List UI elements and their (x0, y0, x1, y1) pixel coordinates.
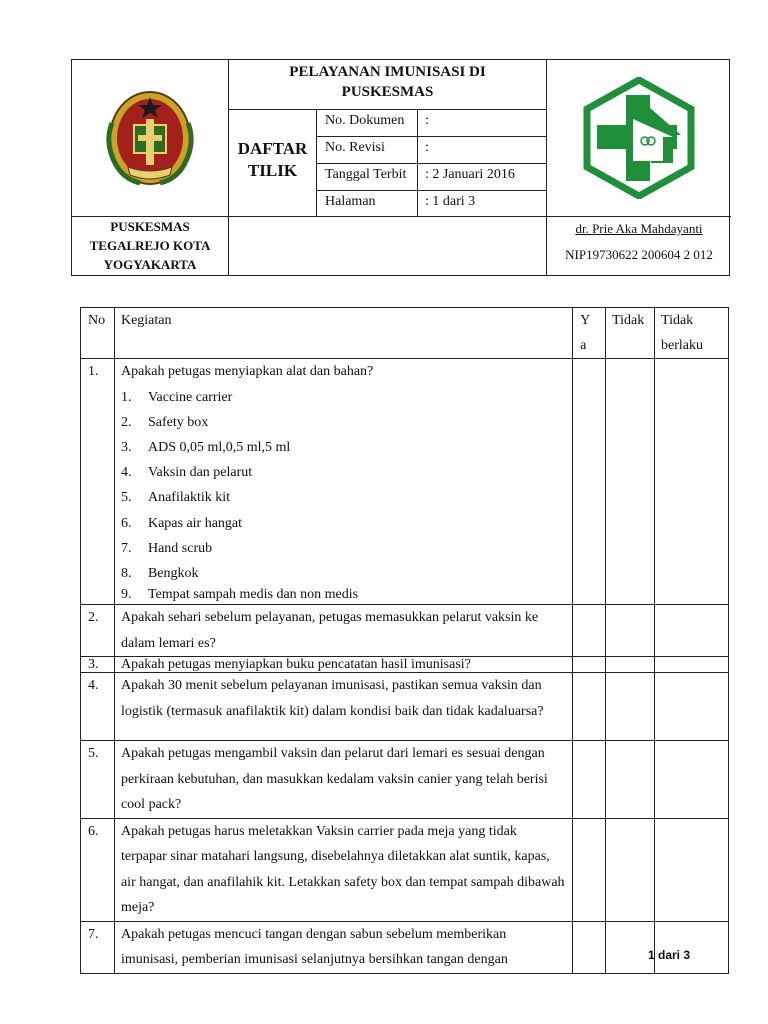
table-row (81, 741, 729, 819)
table-header-row (81, 308, 729, 359)
row-no: 6. (81, 818, 115, 921)
check-tidak-berlaku[interactable] (655, 818, 729, 921)
check-ya[interactable] (573, 818, 606, 921)
title-line-2: PUSKESMAS (341, 84, 434, 100)
signer-name: dr. Prie Aka Mahdayanti (575, 221, 703, 236)
puskesmas-logo-icon (579, 77, 699, 199)
header-tb-1: Tidak (661, 313, 694, 328)
check-tidak[interactable] (606, 657, 655, 673)
meta-value: : (425, 113, 429, 128)
table-row (81, 818, 729, 921)
check-ya[interactable] (573, 741, 606, 819)
item-list (121, 385, 566, 605)
check-tidak-berlaku[interactable] (655, 673, 729, 741)
check-ya[interactable] (573, 921, 606, 973)
signer-nip: NIP19730622 200604 2 012 (565, 247, 713, 262)
meta-value: : 2 Januari 2016 (425, 167, 515, 182)
header-kegiatan: Kegiatan (114, 308, 572, 359)
meta-row-no-revisi (317, 137, 547, 164)
meta-row-halaman (317, 191, 547, 217)
check-tidak-berlaku[interactable] (655, 605, 729, 657)
row-kegiatan: Apakah 30 menit sebelum pelayanan imunisasi, pastikan semua vaksin dan logistik (termasuk anafilaktik kit) dalam kondisi baik dan tidak kadaluarsa? (114, 673, 572, 741)
signature-block (547, 217, 731, 276)
meta-row-tanggal-terbit (317, 164, 547, 191)
meta-label: No. Dokumen (317, 110, 418, 136)
table-row (81, 657, 729, 673)
header-tidak: Tidak (606, 308, 655, 359)
row-no: 2. (81, 605, 115, 657)
page-number: 1 dari 3 (648, 948, 691, 962)
checklist-table (80, 307, 729, 974)
header-ya-2: a (580, 338, 587, 353)
meta-label: Halaman (317, 191, 418, 217)
table-row (81, 921, 729, 973)
header-tidak-berlaku (655, 308, 729, 359)
row-no: 5. (81, 741, 115, 819)
row-no: 1. (81, 359, 115, 605)
document-type (229, 110, 317, 217)
check-tidak[interactable] (606, 673, 655, 741)
row-kegiatan: Apakah petugas harus meletakkan Vaksin carrier pada meja yang tidak terpapar sinar matahari langsung, disebelahnya diletakkan alat suntik, kapas, air hangat, dan anafilahik kit. Letakkan safety box dan tempat sampah dibawah meja? (114, 818, 572, 921)
row-kegiatan: Apakah petugas mencuci tangan dengan sabun sebelum memberikan imunisasi, pemberian imunisasi selanjutnya bersihkan tangan dengan (114, 921, 572, 973)
list-item: 9. Tempat sampah medis dan non medis (120, 587, 359, 603)
row-no: 4. (81, 673, 115, 741)
doc-type-line-2: TILIK (247, 161, 298, 180)
check-tidak[interactable] (606, 818, 655, 921)
puskesmas-logo (547, 60, 731, 217)
check-ya[interactable] (573, 673, 606, 741)
table-row (81, 673, 729, 741)
meta-label: Tanggal Terbit (317, 164, 418, 190)
check-tidak-berlaku[interactable] (655, 741, 729, 819)
header-tb-2: berlaku (661, 338, 703, 353)
row-question: Apakah petugas menyiapkan alat dan bahan? (120, 364, 374, 379)
list-item: 5. Anafilaktik kit (120, 490, 231, 506)
city-emblem (72, 60, 229, 217)
list-item: 2. Safety box (120, 414, 209, 430)
list-item: 7. Hand scrub (120, 540, 213, 556)
header-ya (573, 308, 606, 359)
org-line-1: PUSKESMAS (110, 219, 190, 234)
list-item: 1. Vaccine carrier (120, 389, 233, 405)
doc-type-line-1: DAFTAR (237, 139, 308, 158)
row-kegiatan (114, 359, 572, 605)
organization-name (72, 217, 229, 276)
document-header (71, 59, 730, 276)
check-ya[interactable] (573, 605, 606, 657)
check-ya[interactable] (573, 657, 606, 673)
list-item: 6. Kapas air hangat (120, 515, 243, 531)
document-title (229, 60, 547, 110)
check-tidak[interactable] (606, 605, 655, 657)
check-tidak[interactable] (606, 359, 655, 605)
meta-row-no-dokumen (317, 110, 547, 137)
empty-cell (229, 217, 547, 276)
list-item: 8. Bengkok (120, 565, 199, 581)
check-tidak[interactable] (606, 741, 655, 819)
table-row (81, 605, 729, 657)
header-no: No (81, 308, 115, 359)
row-no: 7. (81, 921, 115, 973)
title-line-1: PELAYANAN IMUNISASI DI (289, 64, 486, 80)
row-kegiatan: Apakah petugas mengambil vaksin dan pelarut dari lemari es sesuai dengan perkiraan kebutuhan, dan masukkan kedalam vaksin canier yang telah berisi cool pack? (114, 741, 572, 819)
meta-value: : (425, 140, 429, 155)
meta-label: No. Revisi (317, 137, 418, 163)
org-line-3: YOGYAKARTA (103, 257, 197, 272)
org-line-2: TEGALREJO KOTA (89, 238, 211, 253)
list-item: 3. ADS 0,05 ml,0,5 ml,5 ml (120, 439, 291, 455)
meta-value: : 1 dari 3 (425, 194, 476, 209)
row-kegiatan: Apakah petugas menyiapkan buku pencatatan hasil imunisasi? (114, 657, 572, 673)
check-tidak-berlaku[interactable] (655, 359, 729, 605)
row-no: 3. (81, 657, 115, 673)
list-item: 4. Vaksin dan pelarut (120, 465, 253, 481)
table-row (81, 359, 729, 605)
yogyakarta-city-emblem-icon (100, 83, 200, 193)
header-ya-1: Y (580, 313, 591, 328)
check-tidak-berlaku[interactable] (655, 657, 729, 673)
row-kegiatan: Apakah sehari sebelum pelayanan, petugas memasukkan pelarut vaksin ke dalam lemari es? (114, 605, 572, 657)
check-ya[interactable] (573, 359, 606, 605)
